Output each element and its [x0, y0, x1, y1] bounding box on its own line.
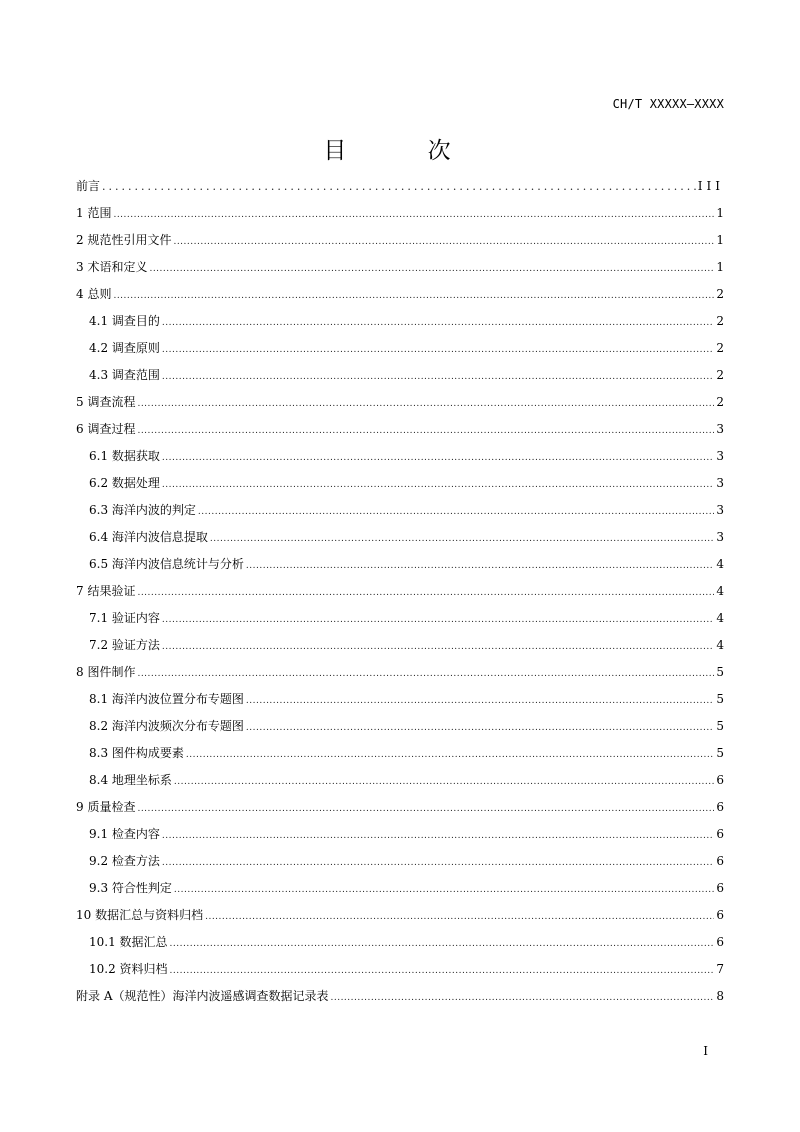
leader-dots: [162, 337, 714, 364]
toc-title: 目 次: [323, 138, 477, 164]
page-number: 7: [716, 962, 724, 976]
page-number: 2: [716, 395, 724, 409]
toc-subentry[interactable]: 8.3 图件构成要素 ..... 5: [76, 740, 724, 767]
page-number: 1: [716, 260, 724, 274]
leader-dots: [174, 877, 714, 904]
page-number: 4: [716, 557, 724, 571]
page-number: 5: [716, 692, 724, 706]
toc-subentry[interactable]: 6.2 数据处理 ..... 3: [76, 470, 724, 497]
toc-subentry[interactable]: 8.4 地理坐标系 ..... 6: [76, 767, 724, 794]
page-number: 5: [716, 746, 724, 760]
page-number: 4: [716, 584, 724, 598]
page-number: 4: [716, 611, 724, 625]
leader-dots: [113, 283, 714, 310]
page-number: 3: [716, 476, 724, 490]
toc-entry[interactable]: 4 总则 ..... 2: [76, 281, 724, 308]
toc-subentry[interactable]: 7.1 验证内容 ..... 4: [76, 605, 724, 632]
page-number: 6: [716, 800, 724, 814]
table-of-contents: [76, 173, 724, 1010]
leader-dots: [246, 715, 714, 742]
page-number: 5: [716, 719, 724, 733]
standard-code: CH/T XXXXX—XXXX: [612, 97, 724, 111]
leader-dots: [205, 904, 714, 931]
page-number: 8: [716, 989, 724, 1003]
leader-dots: [137, 391, 714, 418]
toc-entry[interactable]: 7 结果验证 ..... 4: [76, 578, 724, 605]
leader-dots: [162, 472, 714, 499]
page-number: 3: [716, 530, 724, 544]
page-number: 6: [716, 854, 724, 868]
page-number: 6: [716, 881, 724, 895]
leader-dots: [162, 445, 714, 472]
page-number: 3: [716, 503, 724, 517]
leader-dots: [330, 985, 714, 1012]
toc-subentry[interactable]: 8.1 海洋内波位置分布专题图 ..... 5: [76, 686, 724, 713]
footer-page-number: I: [703, 1044, 708, 1058]
leader-dots: [210, 526, 714, 553]
toc-entry[interactable]: 2 规范性引用文件 ..... 1: [76, 227, 724, 254]
toc-entry[interactable]: 10 数据汇总与资料归档 ..... 6: [76, 902, 724, 929]
leader-dots: [170, 958, 715, 985]
leader-dots: [149, 256, 714, 283]
toc-subentry[interactable]: 6.1 数据获取 ..... 3: [76, 443, 724, 470]
toc-entry[interactable]: 6 调查过程 ..... 3: [76, 416, 724, 443]
leader-dots: [102, 173, 696, 200]
leader-dots: [162, 607, 714, 634]
leader-dots: [198, 499, 714, 526]
leader-dots: [170, 931, 715, 958]
leader-dots: [162, 634, 714, 661]
toc-subentry[interactable]: 9.3 符合性判定 ..... 6: [76, 875, 724, 902]
page-number: 2: [716, 314, 724, 328]
page-number: 6: [716, 935, 724, 949]
page-number: 6: [716, 827, 724, 841]
leader-dots: [162, 850, 714, 877]
toc-entry[interactable]: 1 范围 ..... 1: [76, 200, 724, 227]
leader-dots: [246, 553, 714, 580]
page-number: 4: [716, 638, 724, 652]
toc-entry[interactable]: 5 调查流程 ..... 2: [76, 389, 724, 416]
toc-subentry[interactable]: 9.1 检查内容 ..... 6: [76, 821, 724, 848]
page-number: 2: [716, 368, 724, 382]
toc-subentry[interactable]: 8.2 海洋内波频次分布专题图 ..... 5: [76, 713, 724, 740]
leader-dots: [137, 580, 714, 607]
toc-entry[interactable]: 3 术语和定义 ..... 1: [76, 254, 724, 281]
leader-dots: [186, 742, 714, 769]
leader-dots: [137, 661, 714, 688]
page-number: III: [697, 179, 724, 193]
toc-subentry[interactable]: 6.3 海洋内波的判定 ..... 3: [76, 497, 724, 524]
toc-subentry[interactable]: 4.2 调查原则 ..... 2: [76, 335, 724, 362]
page-number: 6: [716, 773, 724, 787]
toc-subentry[interactable]: 6.4 海洋内波信息提取 ..... 3: [76, 524, 724, 551]
page-number: 2: [716, 341, 724, 355]
page-number: 2: [716, 287, 724, 301]
page-number: 3: [716, 449, 724, 463]
toc-subentry[interactable]: 4.1 调查目的 ..... 2: [76, 308, 724, 335]
page-number: 5: [716, 665, 724, 679]
toc-subentry[interactable]: 10.2 资料归档 ..... 7: [76, 956, 724, 983]
toc-subentry[interactable]: 4.3 调查范围 ..... 2: [76, 362, 724, 389]
leader-dots: [162, 823, 714, 850]
page-number: 6: [716, 908, 724, 922]
leader-dots: [173, 229, 714, 256]
toc-subentry[interactable]: 7.2 验证方法 ..... 4: [76, 632, 724, 659]
toc-entry[interactable]: 9 质量检查 ..... 6: [76, 794, 724, 821]
toc-subentry[interactable]: 10.1 数据汇总 ..... 6: [76, 929, 724, 956]
leader-dots: [162, 310, 714, 337]
leader-dots: [137, 418, 714, 445]
leader-dots: [174, 769, 714, 796]
page-number: 3: [716, 422, 724, 436]
leader-dots: [246, 688, 714, 715]
leader-dots: [162, 364, 714, 391]
toc-subentry[interactable]: 9.2 检查方法 ..... 6: [76, 848, 724, 875]
page-number: 1: [716, 206, 724, 220]
toc-subentry[interactable]: 6.5 海洋内波信息统计与分析 ..... 4: [76, 551, 724, 578]
leader-dots: [113, 202, 714, 229]
toc-entry-appendix-a[interactable]: 附录 A（规范性）海洋内波遥感调查数据记录表 ..... 8: [76, 983, 724, 1010]
leader-dots: [137, 796, 714, 823]
toc-entry[interactable]: 8 图件制作 ..... 5: [76, 659, 724, 686]
page-number: 1: [716, 233, 724, 247]
toc-entry-foreword[interactable]: 前言 ..... III: [76, 173, 724, 200]
